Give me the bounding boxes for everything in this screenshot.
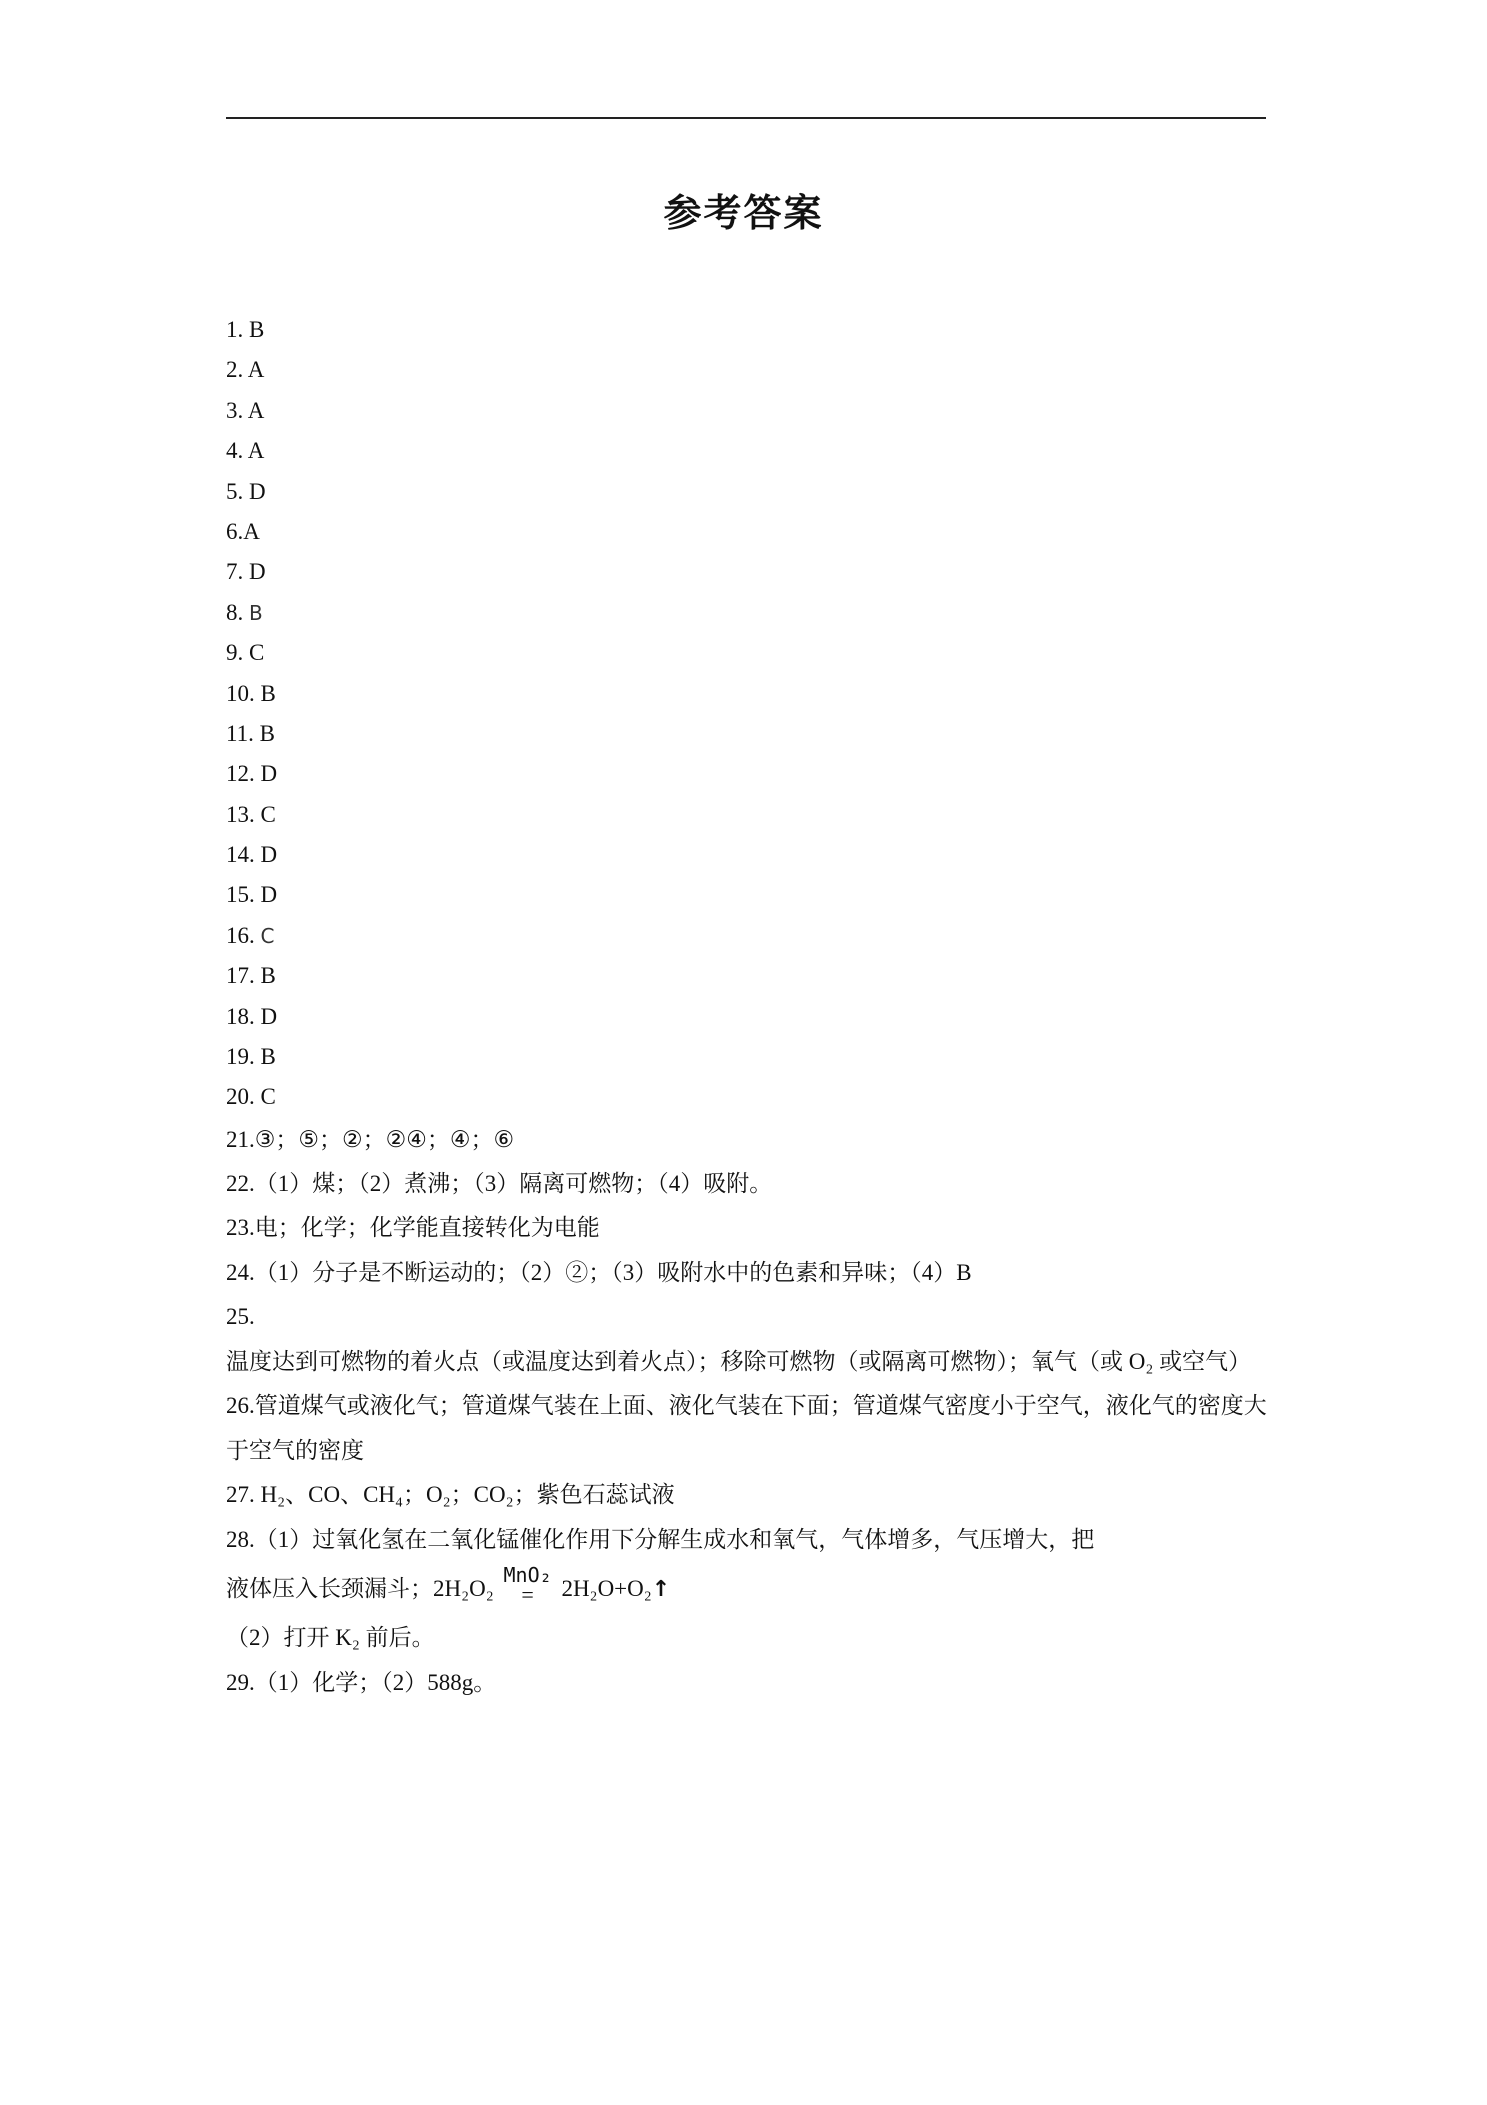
answer-item — [226, 835, 1271, 875]
answer-item — [226, 350, 1271, 390]
answer-number: 25. — [226, 1304, 255, 1330]
answer-item — [226, 1206, 1271, 1251]
answer-item — [226, 1118, 1271, 1162]
answer-item — [226, 310, 1271, 350]
answer-item — [226, 875, 1271, 915]
answer-number: 7. — [226, 559, 249, 585]
answer-line: （2）打开 K₂ 前后。 — [226, 1625, 435, 1651]
answer-number: 10. — [226, 680, 261, 706]
answer-number: 2. — [226, 357, 248, 383]
answer-number: 1. — [226, 317, 249, 342]
answer-value: A — [247, 397, 265, 423]
equation-line — [226, 1562, 1271, 1616]
answer-item — [226, 431, 1271, 471]
answer-item — [226, 1473, 1271, 1518]
answer-number: 4. — [226, 438, 248, 464]
answer-item — [226, 674, 1271, 714]
answer-value: 电；化学；化学能直接转化为电能 — [254, 1215, 600, 1241]
answer-value: （1）过氧化氢在二氧化锰催化作用下分解生成水和氧气，气体增多，气压增大，把 — [254, 1526, 1095, 1552]
answer-item — [226, 512, 1271, 552]
answer-item — [226, 1251, 1271, 1296]
answer-number: 15. — [226, 882, 261, 908]
answer-item-28 — [226, 1518, 1271, 1661]
answer-number: 20. — [226, 1084, 261, 1110]
answer-number: 23. — [226, 1215, 255, 1241]
page-title: 参考答案 — [663, 193, 824, 235]
answer-number: 21. — [226, 1126, 255, 1152]
answer-value: B — [260, 1044, 276, 1070]
answer-number: 22. — [226, 1170, 255, 1196]
equation-product: 2H₂O+O₂ — [561, 1576, 652, 1602]
answer-number: 24. — [226, 1259, 255, 1285]
answer-value: 温度达到可燃物的着火点（或温度达到着火点）；移除可燃物（或隔离可燃物）；氧气（或 O₂ 或空气） — [226, 1348, 1252, 1374]
answer-number: 12. — [226, 761, 261, 787]
answer-item — [226, 956, 1271, 996]
answer-value: A — [247, 357, 265, 383]
answer-number: 19. — [226, 1044, 261, 1070]
header-rule — [226, 117, 1266, 119]
answer-value: D — [249, 478, 266, 504]
answer-value: C — [249, 640, 265, 666]
answer-item — [226, 916, 1271, 956]
answer-item — [226, 472, 1271, 512]
answer-number: 14. — [226, 842, 261, 868]
answer-number: 8. — [226, 599, 249, 625]
answer-value: A — [243, 518, 260, 544]
answer-number: 26. — [226, 1393, 255, 1419]
answer-number: 29. — [226, 1669, 255, 1695]
answer-value: B — [260, 963, 276, 989]
answer-value: （1）分子是不断运动的；（2）②；（3）吸附水中的色素和异味；（4）B — [254, 1259, 972, 1285]
answer-value: B — [259, 720, 275, 746]
answer-value: C — [260, 801, 276, 827]
answer-value: D — [260, 761, 278, 787]
answer-number: 11. — [226, 720, 260, 746]
answer-number: 18. — [226, 1003, 261, 1029]
answer-item — [226, 1661, 1271, 1706]
answer-value: D — [260, 882, 278, 908]
answer-value: B — [249, 600, 263, 625]
answer-item — [226, 1384, 1271, 1473]
gas-arrow-icon: ↑ — [651, 1577, 671, 1603]
answer-number: 28. — [226, 1526, 255, 1552]
answer-item — [226, 754, 1271, 794]
answer-number: 17. — [226, 963, 261, 989]
answer-item — [226, 633, 1271, 673]
answer-value: H₂、CO、CH₄；O₂；CO₂；紫色石蕊试液 — [260, 1482, 675, 1508]
answer-line — [226, 1518, 1271, 1563]
answer-value: 管道煤气或液化气；管道煤气装在上面、液化气装在下面；管道煤气密度小于空气，液化气的密度大于空气的密度 — [226, 1393, 1267, 1463]
answer-value: （1）化学；（2）588g。 — [254, 1669, 497, 1695]
equation-reactant: 液体压入长颈漏斗；2H₂O₂ — [226, 1576, 494, 1602]
answer-number: 27. — [226, 1482, 261, 1508]
answer-item — [226, 1162, 1271, 1207]
answer-list — [226, 310, 1271, 1705]
answer-value: （1）煤；（2）煮沸；（3）隔离可燃物；（4）吸附。 — [254, 1170, 773, 1196]
answer-number: 9. — [226, 640, 249, 666]
answer-value: ③；⑤；②；②④；④；⑥ — [254, 1126, 515, 1152]
answer-value: D — [260, 842, 278, 868]
answer-value: A — [247, 438, 265, 464]
answer-value: D — [249, 559, 266, 585]
equation-condition — [503, 1563, 552, 1608]
answer-item — [226, 714, 1271, 754]
answer-item — [226, 1077, 1271, 1117]
answer-number: 13. — [226, 801, 261, 827]
answer-value: C — [260, 923, 275, 948]
answer-value: D — [260, 1003, 278, 1029]
answer-item — [226, 997, 1271, 1037]
answer-value: B — [249, 317, 265, 342]
answer-value: B — [260, 680, 276, 706]
answer-item — [226, 1037, 1271, 1077]
answer-item — [226, 795, 1271, 835]
answer-value: C — [260, 1084, 276, 1110]
answer-number: 6. — [226, 518, 244, 544]
answer-number: 16. — [226, 922, 261, 948]
answer-item — [226, 391, 1271, 431]
answer-number: 3. — [226, 397, 248, 423]
answer-number: 5. — [226, 478, 249, 504]
answer-item — [226, 1295, 1271, 1384]
equals-sign: = — [521, 1582, 534, 1608]
catalyst-label: MnO₂ — [503, 1563, 552, 1588]
answer-item — [226, 593, 1271, 633]
answer-item — [226, 552, 1271, 592]
